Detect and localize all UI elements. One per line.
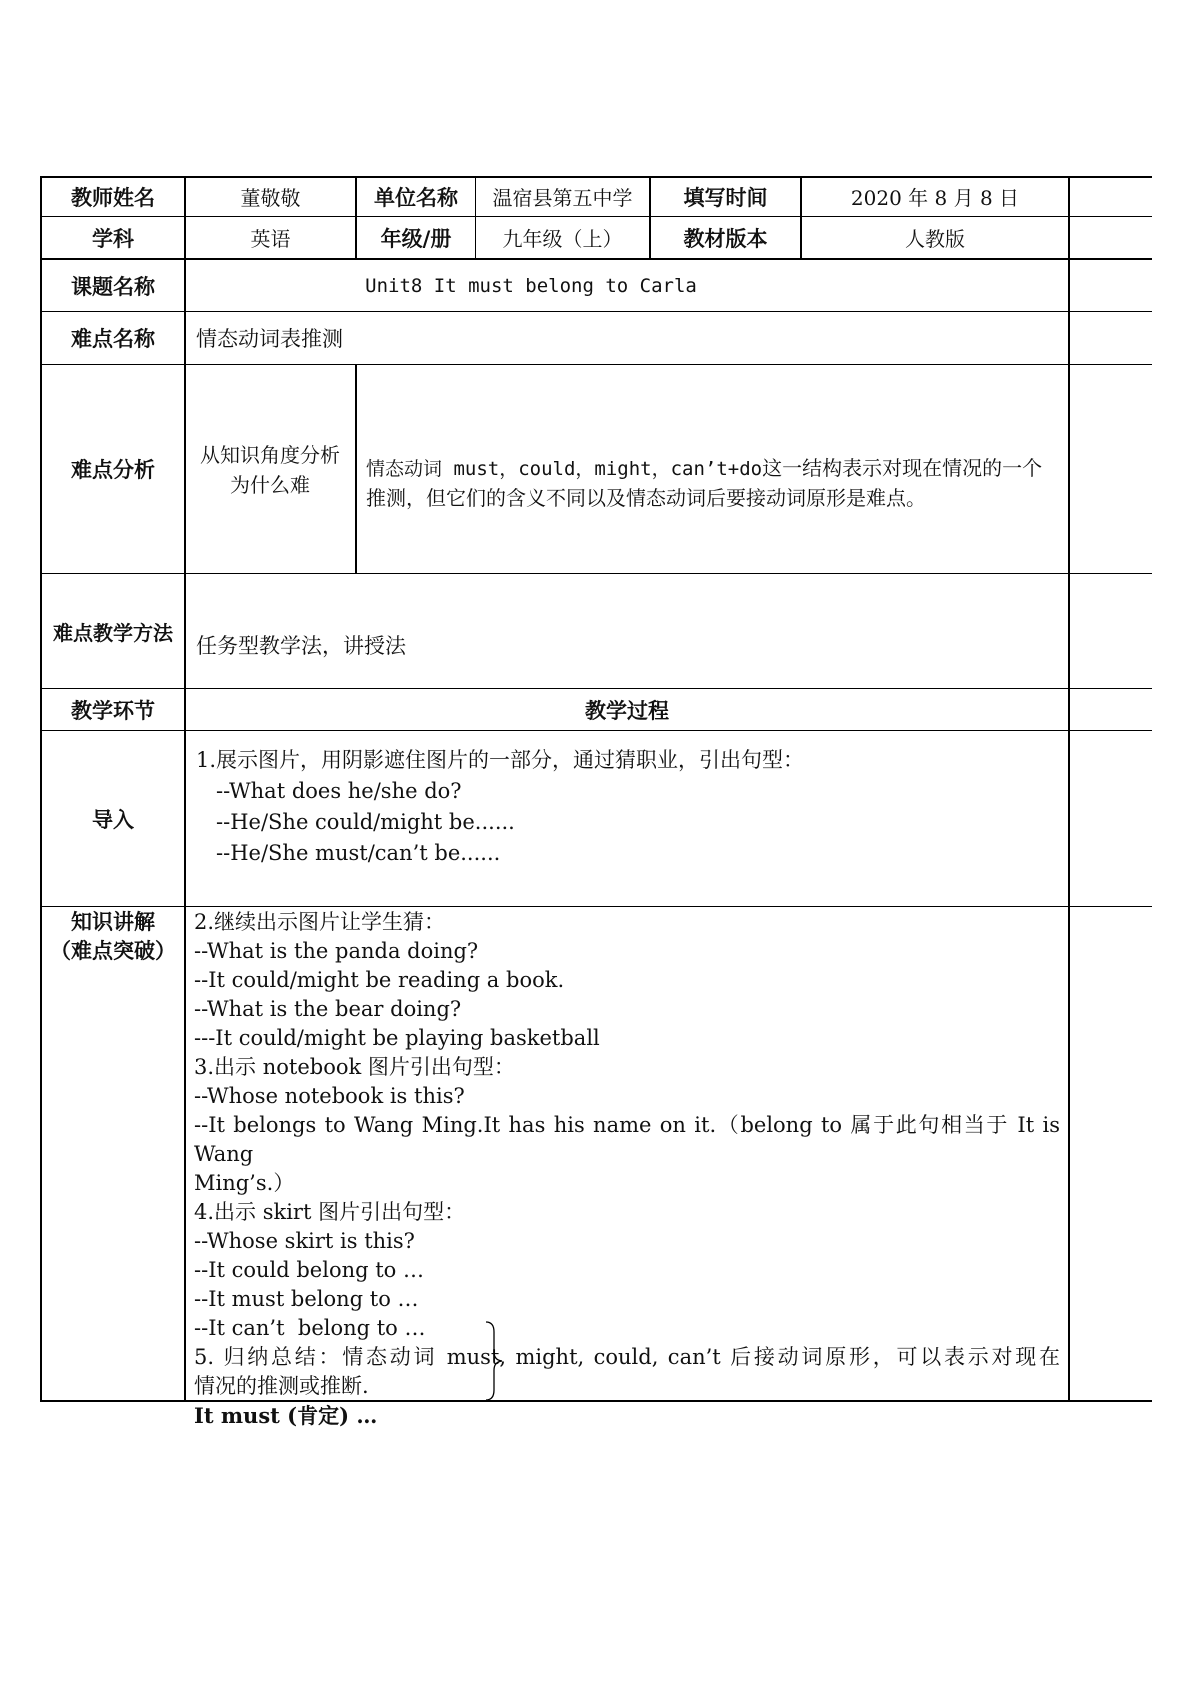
analysis-text-rest: 这一结构表示对现在情况的一个推测，但它们的含义不同以及情态动词后要接动词原形是难点。: [366, 456, 1043, 510]
knowledge-line: 4.出示 skirt 图片引出句型：: [194, 1200, 466, 1224]
subject-value: 英语: [250, 227, 291, 251]
analysis-text: [366, 454, 1062, 513]
difficulty-name-value: 情态动词表推测: [196, 327, 343, 351]
grade-value: 九年级（上）: [502, 227, 623, 251]
teaching-process-header: 教学过程: [585, 698, 669, 723]
difficulty-name-label: 难点名称: [71, 327, 155, 351]
intro-line: --He/She could/might be......: [196, 810, 515, 834]
row-divider: [42, 906, 1152, 907]
knowledge-line: ---It could/might be playing basketball: [194, 1026, 600, 1050]
curly-brace-icon: [482, 1320, 506, 1402]
teacher-name-value: 董敬敬: [240, 186, 301, 210]
teaching-method-label: 难点教学方法: [53, 620, 173, 645]
knowledge-line: --What is the bear doing?: [194, 997, 462, 1021]
intro-line: 1.展示图片，用阴影遮住图片的一部分，通过猜职业，引出句型：: [196, 748, 805, 772]
knowledge-line: --It could/might be reading a book.: [194, 968, 565, 992]
fill-date-label: 填写时间: [683, 185, 768, 210]
row-divider: [42, 573, 1152, 574]
knowledge-line: --Whose skirt is this?: [194, 1229, 415, 1253]
summary-bold-line: It must (肯定) …: [194, 1403, 378, 1428]
analysis-sub-label: 从知识角度分析为什么难: [200, 443, 340, 497]
row-divider: [42, 730, 1152, 731]
intro-label: 导入: [92, 807, 134, 832]
knowledge-line: --It could belong to …: [194, 1258, 424, 1282]
teaching-stage-header: 教学环节: [71, 698, 155, 723]
knowledge-content: [194, 908, 1060, 1430]
analysis-text-prefix: 情态动词 must，could，might，can’t+do: [366, 458, 763, 480]
col-border: [355, 364, 357, 574]
difficulty-analysis-label: 难点分析: [71, 458, 155, 482]
edition-value: 人教版: [905, 227, 965, 251]
topic-value: Unit8 It must belong to Carla: [365, 274, 697, 297]
row-divider: [42, 364, 1152, 365]
teaching-method-value: 任务型教学法，讲授法: [196, 634, 406, 658]
subject-label: 学科: [92, 226, 134, 251]
intro-line: --What does he/she do?: [196, 779, 462, 803]
knowledge-label-line2: （难点突破）: [50, 939, 176, 963]
edition-label: 教材版本: [683, 226, 768, 251]
grade-label: 年级/册: [380, 226, 452, 251]
knowledge-line: 2.继续出示图片让学生猜：: [194, 910, 446, 934]
knowledge-line: --What is the panda doing?: [194, 939, 479, 963]
summary-line2: 情况的推测或推断.: [194, 1374, 369, 1398]
knowledge-belong-line1: --It belongs to Wang Ming.It has his name on it.（belong to 属于此句相当于 It is Wang: [194, 1113, 1060, 1166]
summary-line1: 5. 归纳总结：情态动词 must, might, could, can’t 后接动词原形，可以表示对现在: [194, 1345, 1060, 1369]
knowledge-line: --It must belong to …: [194, 1287, 419, 1311]
knowledge-line: --Whose notebook is this?: [194, 1084, 465, 1108]
intro-line: --He/She must/can’t be......: [196, 841, 501, 865]
teacher-name-label: 教师姓名: [71, 185, 155, 210]
knowledge-line: --It can’t belong to …: [194, 1316, 426, 1340]
label-column-border: [184, 176, 186, 1402]
intro-content: [196, 745, 1056, 869]
topic-label: 课题名称: [71, 274, 155, 299]
knowledge-label: [42, 908, 184, 966]
unit-name-label: 单位名称: [374, 185, 458, 210]
knowledge-line: 3.出示 notebook 图片引出句型：: [194, 1055, 515, 1079]
knowledge-label-line1: 知识讲解: [71, 910, 155, 934]
table-right-border: [1068, 176, 1070, 1402]
knowledge-belong-line2: Ming’s.）: [194, 1171, 295, 1195]
fill-date-value: 2020 年 8 月 8 日: [850, 186, 1020, 210]
unit-name-value: 温宿县第五中学: [492, 186, 633, 210]
